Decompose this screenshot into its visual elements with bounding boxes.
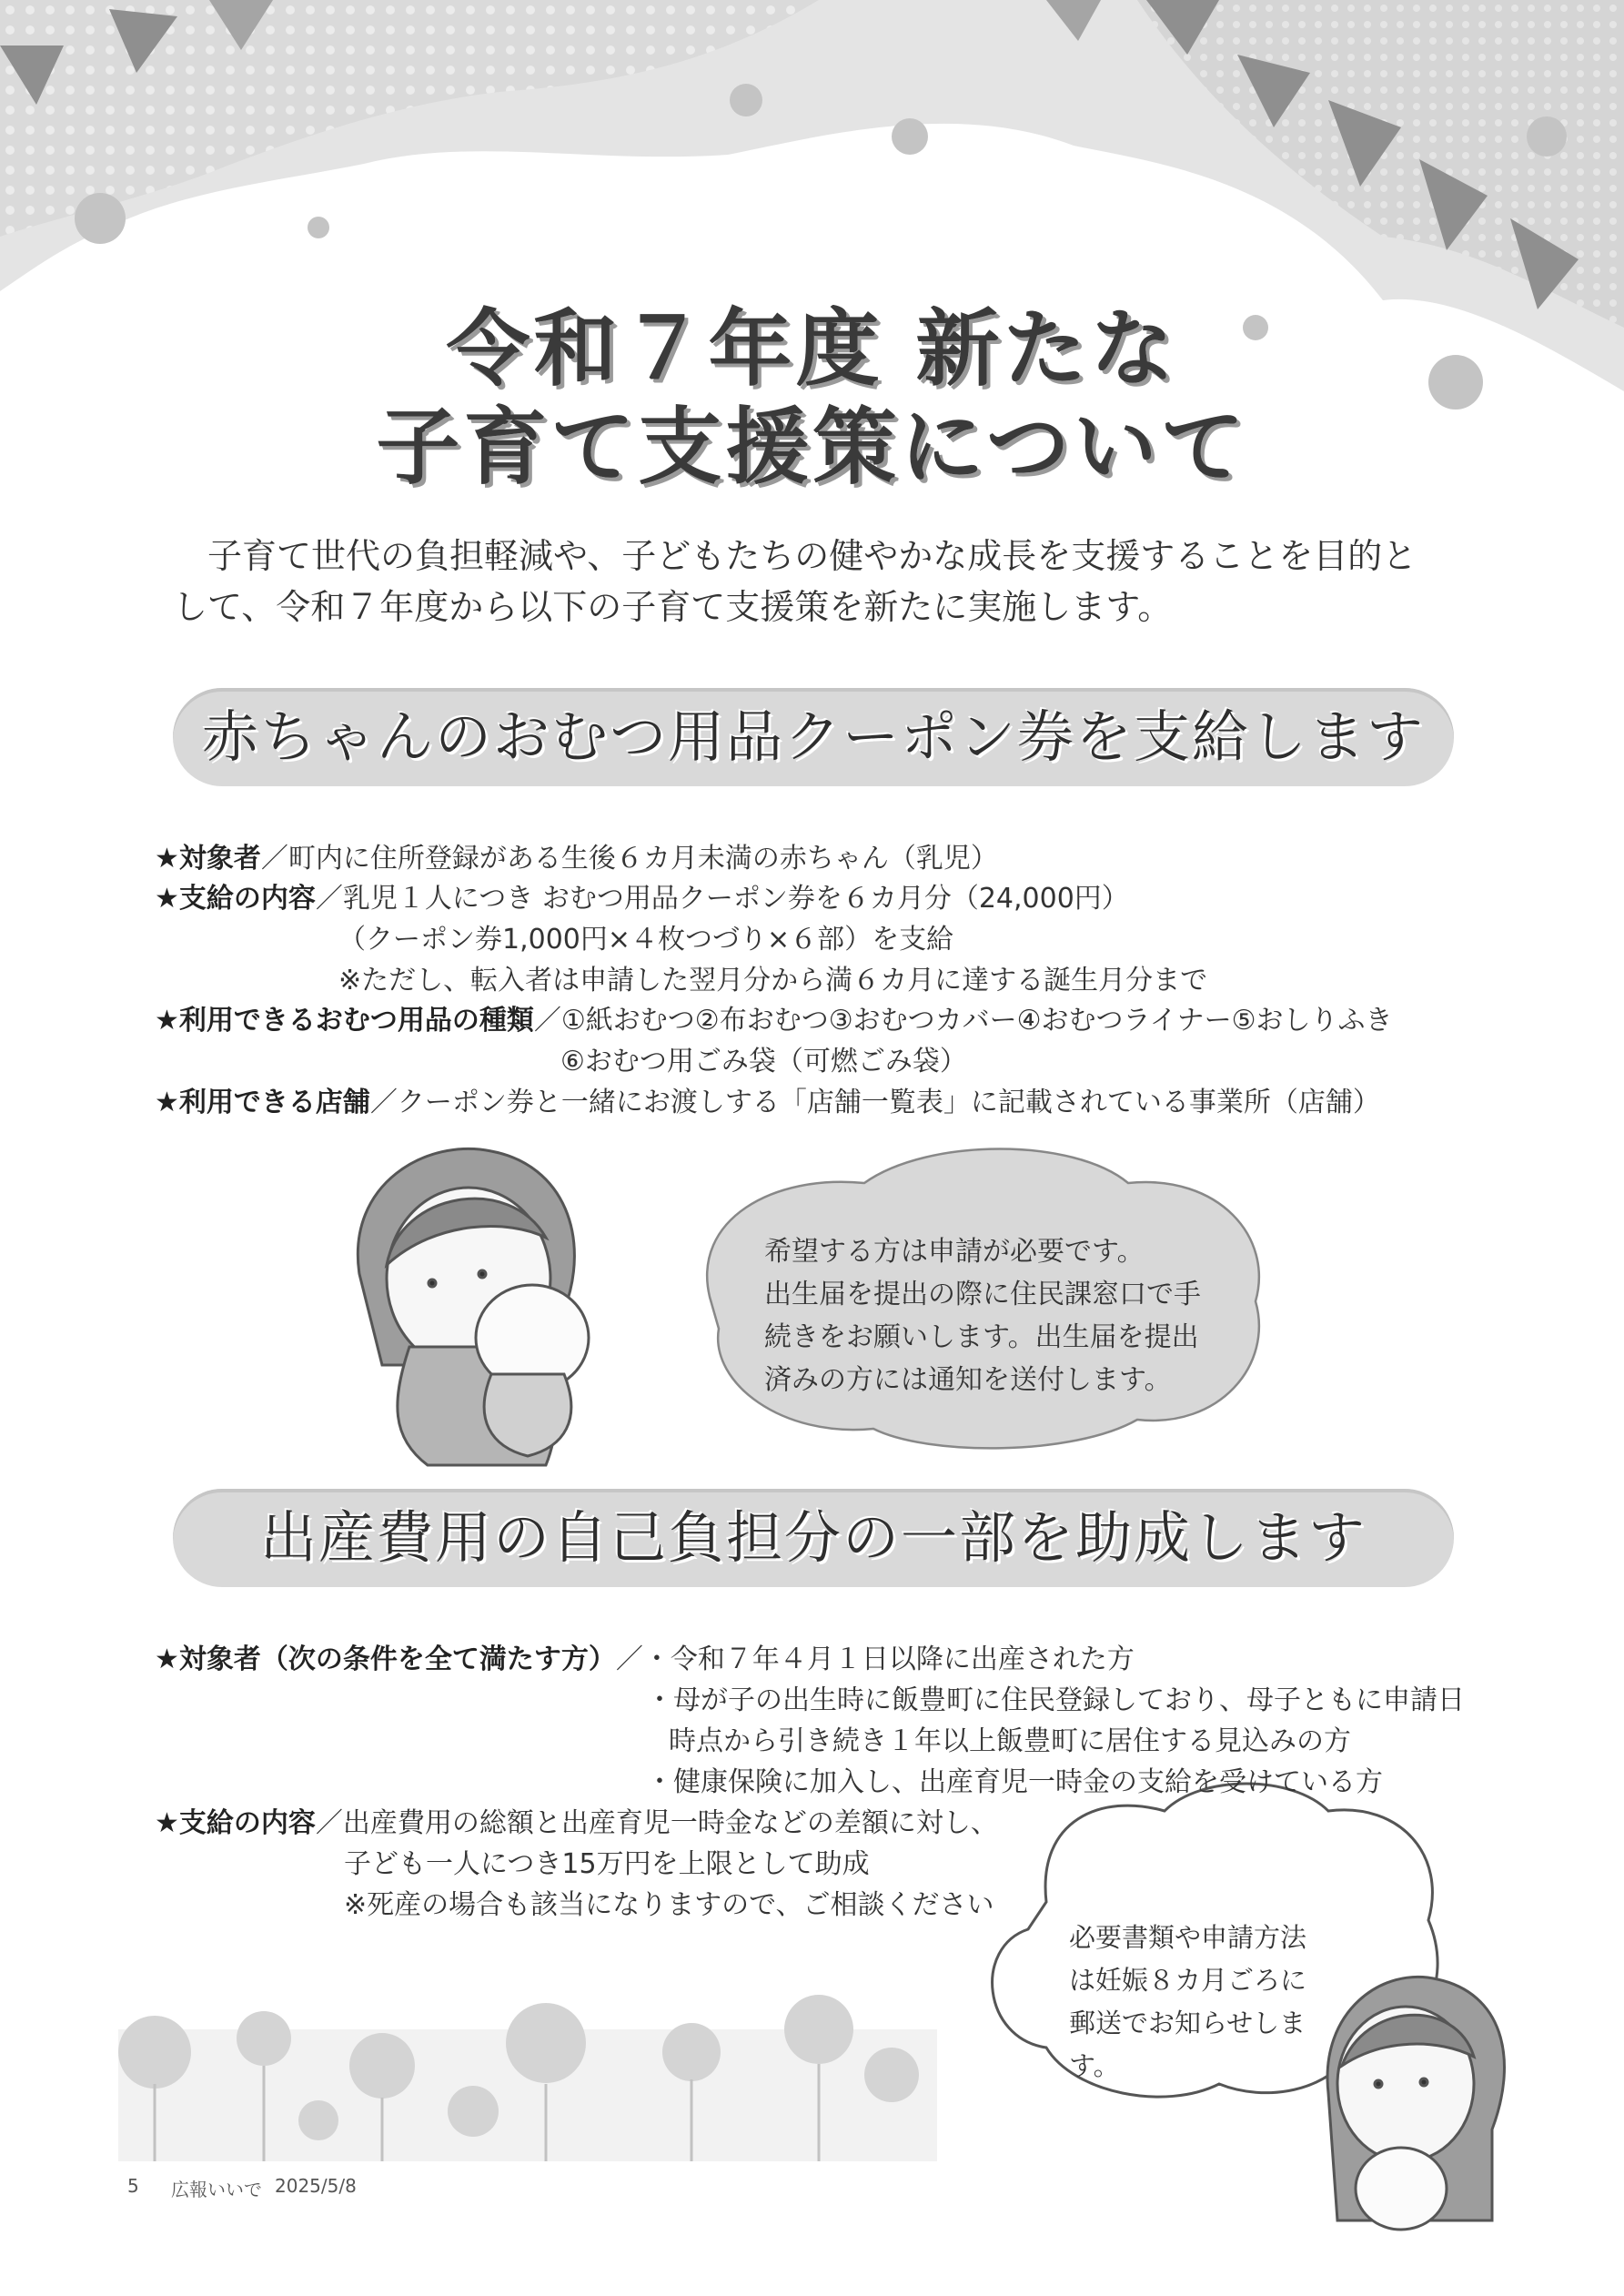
s2-item-content-note: ※死産の場合も該当になりますので、ご相談ください: [344, 1889, 994, 1921]
s1-item-types: ★利用できるおむつ用品の種類／①紙おむつ②布おむつ③おむつカバー④おむつライナー⑤おしりふき: [155, 1005, 1393, 1037]
s1-item-stores: ★利用できる店舗／クーポン券と一緒にお渡しする「店舗一覧表」に記載されている事業所（店舗）: [155, 1087, 1380, 1118]
s2-item-target-cond2: ・母が子の出生時に飯豊町に住民登録しており、母子ともに申請日: [646, 1684, 1465, 1716]
s2-item-target-cond3: ・健康保険に加入し、出産育児一時金の支給を受けている方: [646, 1766, 1383, 1798]
publication-name: 広報いいで: [171, 2179, 262, 2200]
s1-item-content-note: ※ただし、転入者は申請した翌月分から満６カ月に達する誕生月分まで: [338, 965, 1208, 996]
mother-baby-illustration: [358, 1148, 589, 1465]
intro-line2: して、令和７年度から以下の子育て支援策を新たに実施します。: [173, 587, 1173, 627]
s2-item-target: ★対象者（次の条件を全て満たす方）／・令和７年４月１日以降に出産された方: [155, 1644, 1135, 1675]
s2-item-content-detail: 子ども一人につき15万円を上限として助成: [344, 1848, 870, 1880]
mother-pointing-illustration: [1327, 1977, 1504, 2230]
s2-bubble-text: 必要書類や申請方法 は妊娠８カ月ごろに 郵送でお知らせしま す。: [1069, 1922, 1307, 2081]
s1-item-types-more: ⑥おむつ用ごみ袋（可燃ごみ袋）: [560, 1046, 967, 1077]
s2-item-target-cond2b: 時点から引き続き１年以上飯豊町に居住する見込みの方: [669, 1725, 1351, 1757]
page-title-line1: 令和７年度 新たな: [446, 300, 1178, 398]
s1-item-content: ★支給の内容／乳児１人につき おむつ用品クーポン券を６カ月分（24,000円）: [155, 883, 1129, 915]
s1-item-content-detail: （クーポン券1,000円×４枚つづり×６部）を支給: [338, 924, 954, 956]
s1-item-target: ★対象者／町内に住所登録がある生後６カ月未満の赤ちゃん（乳児）: [155, 843, 998, 875]
page-title-line2: 子育て支援策について: [376, 399, 1248, 496]
page-number: 5: [127, 2175, 139, 2197]
publication-date: 2025/5/8: [275, 2175, 357, 2197]
s1-bubble-text: 希望する方は申請が必要です。 出生届を提出の際に住民課窓口で手 続きをお願いします。出生届を提出 済みの方には通知を送付します。: [764, 1236, 1201, 1396]
section2-heading: 出産費用の自己負担分の一部を助成します: [259, 1504, 1367, 1571]
section2-heading-banner: [173, 1489, 1454, 1587]
section1-heading: 赤ちゃんのおむつ用品クーポン券を支給します: [201, 703, 1425, 770]
s2-item-content: ★支給の内容／出産費用の総額と出産育児一時金などの差額に対し、: [155, 1807, 998, 1839]
section1-heading-banner: [173, 688, 1454, 786]
intro-line1: 子育て世代の負担軽減や、子どもたちの健やかな成長を支援することを目的と: [173, 536, 1417, 576]
